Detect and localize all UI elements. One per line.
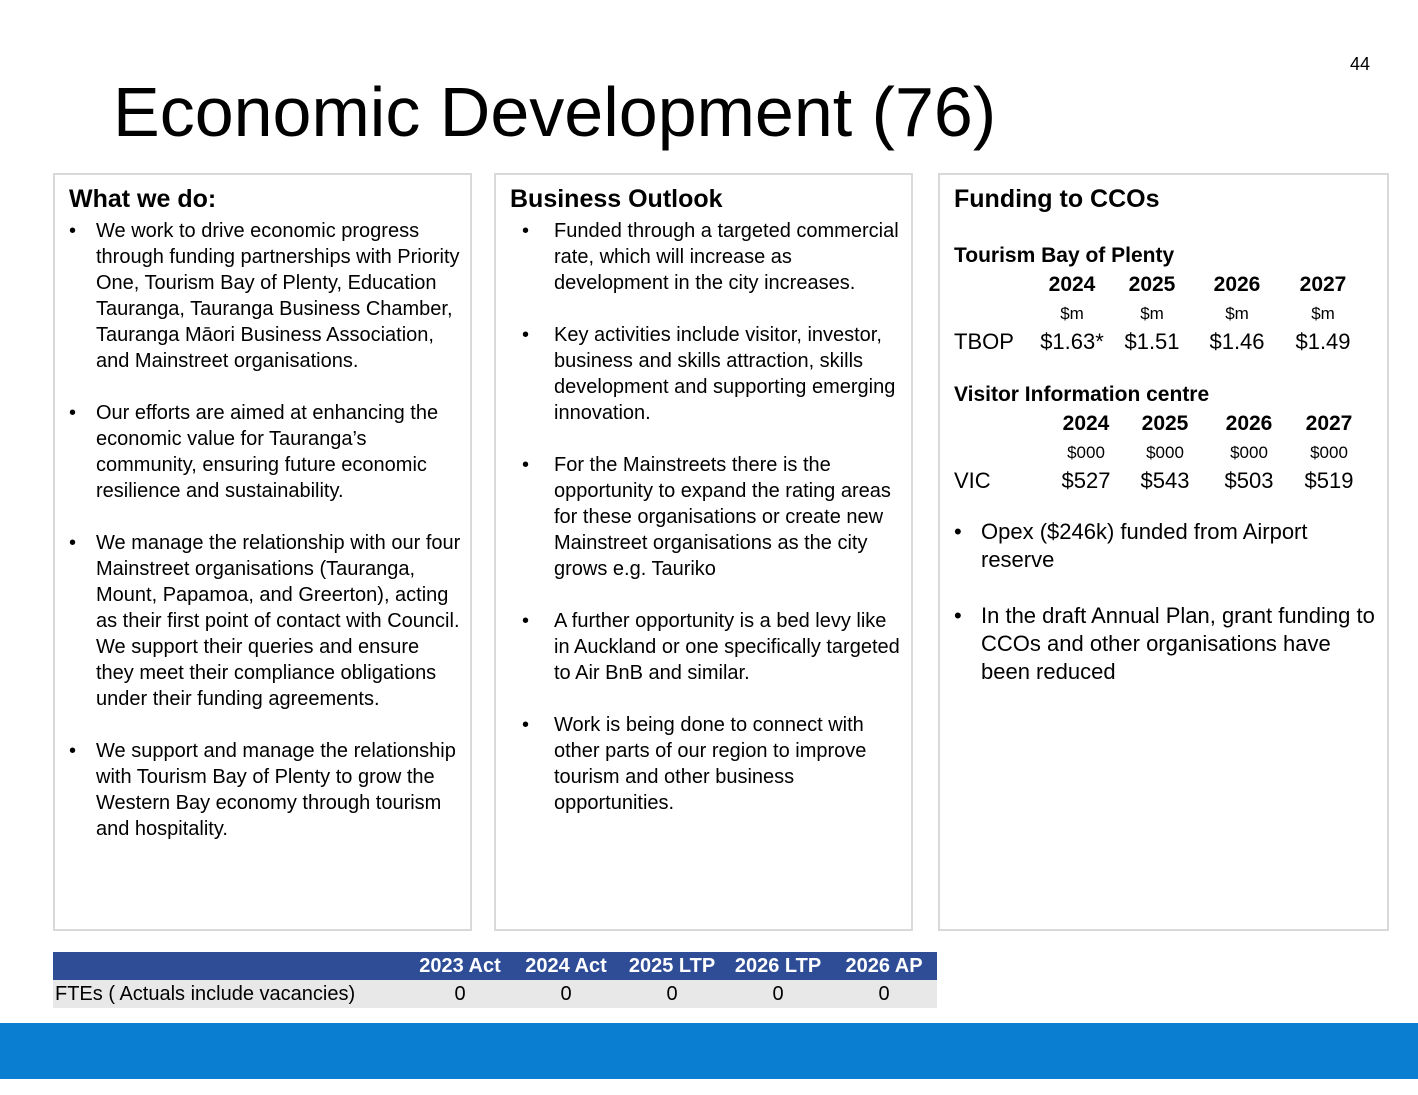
funding-panel	[938, 173, 1389, 931]
list-item: • A further opportunity is a bed levy like in Auckland or one specifically targeted to Air BnB and similar.	[522, 610, 900, 684]
table-cell: 0	[725, 980, 831, 1008]
business-outlook-panel	[494, 173, 913, 931]
unit-label: $m	[1140, 303, 1164, 323]
year-header: 2027	[1299, 273, 1347, 296]
list-item: • In the draft Annual Plan, grant funding to CCOs and other organisations have been reduced	[954, 603, 1375, 684]
bullet-icon: •	[522, 324, 530, 346]
vic-table	[954, 409, 1364, 496]
unit-label: $m	[1060, 303, 1084, 323]
table-cell: 0	[407, 980, 513, 1008]
fte-header: 2025 LTP	[619, 952, 725, 980]
business-outlook-heading: Business Outlook	[510, 185, 723, 213]
list-item: • For the Mainstreets there is the opportunity to expand the rating areas for these organisations or create new Mainstreet organisations as the city grows e.g. Tauriko	[522, 454, 891, 580]
year-header: 2024	[1062, 412, 1110, 435]
year-header: 2026	[1225, 412, 1273, 435]
unit-label: $000	[1230, 442, 1268, 462]
list-item: • We manage the relationship with our four Mainstreet organisations (Tauranga, Mount, Papamoa, and Greerton), acting as their first point of contact with Council. We support their queries and ensure they meet their compliance obligations under their funding agreements.	[69, 532, 461, 710]
table-row	[53, 980, 937, 1008]
list-item: • Our efforts are aimed at enhancing the economic value for Tauranga’s community, ensuring future economic resilience and sustainability.	[69, 402, 439, 502]
row-label: TBOP	[954, 329, 1014, 354]
bullet-icon: •	[522, 610, 530, 632]
unit-label: $m	[1225, 303, 1249, 323]
list-item: • Key activities include visitor, investor, business and skills attraction, skills development and supporting emerging innovation.	[522, 324, 896, 424]
bullet-icon: •	[522, 454, 530, 476]
bullet-icon: •	[69, 740, 77, 762]
tbop-table	[954, 270, 1364, 357]
fte-header: 2026 LTP	[725, 952, 831, 980]
row-label: VIC	[954, 468, 991, 493]
bullet-icon: •	[954, 519, 962, 544]
fte-table	[53, 952, 937, 1008]
list-item: • We support and manage the relationship with Tourism Bay of Plenty to grow the Western Bay economy through tourism and hospitality.	[69, 740, 456, 840]
list-item: • We work to drive economic progress through funding partnerships with Priority One, Tourism Bay of Plenty, Education Tauranga, Tauranga Business Chamber, Tauranga Māori Business Association, and Mainstreet organisations.	[69, 220, 460, 372]
unit-label: $000	[1146, 442, 1184, 462]
table-cell: 0	[619, 980, 725, 1008]
unit-label: $m	[1311, 303, 1335, 323]
year-header: 2024	[1048, 273, 1096, 296]
business-outlook-list	[510, 218, 903, 816]
year-header: 2025	[1141, 412, 1189, 435]
unit-label: $000	[1310, 442, 1348, 462]
fte-row-label: FTEs ( Actuals include vacancies)	[53, 980, 407, 1008]
what-we-do-heading: What we do:	[69, 185, 217, 213]
table-cell: 0	[513, 980, 619, 1008]
fte-header: 2026 AP	[831, 952, 937, 980]
bullet-icon: •	[954, 603, 962, 628]
table-cell: $527	[1061, 468, 1111, 493]
table-cell: $1.46	[1209, 329, 1265, 354]
fte-header-blank	[53, 952, 407, 980]
bullet-icon: •	[69, 220, 77, 242]
year-header: 2025	[1128, 273, 1176, 296]
fte-header: 2024 Act	[513, 952, 619, 980]
year-header: 2027	[1305, 412, 1353, 435]
tbop-heading: Tourism Bay of Plenty	[954, 244, 1175, 267]
bullet-icon: •	[69, 402, 77, 424]
table-cell: 0	[831, 980, 937, 1008]
funding-notes-list	[954, 518, 1379, 686]
page-title: Economic Development (76)	[113, 73, 997, 151]
page-number: 44	[1349, 54, 1370, 74]
what-we-do-list	[69, 218, 462, 842]
table-cell: $1.63*	[1040, 329, 1104, 354]
table-cell: $519	[1304, 468, 1354, 493]
footer-bar	[0, 1023, 1418, 1079]
list-item: • Funded through a targeted commercial rate, which will increase as development in the city increases.	[522, 220, 899, 294]
unit-label: $000	[1067, 442, 1105, 462]
table-cell: $1.51	[1124, 329, 1180, 354]
what-we-do-panel	[53, 173, 472, 931]
table-cell: $503	[1224, 468, 1274, 493]
list-item: • Opex ($246k) funded from Airport reserve	[954, 519, 1308, 572]
list-item: • Work is being done to connect with other parts of our region to improve tourism and other business opportunities.	[522, 714, 867, 814]
fte-header: 2023 Act	[407, 952, 513, 980]
bullet-icon: •	[69, 532, 77, 554]
table-cell: $1.49	[1295, 329, 1351, 354]
bullet-icon: •	[522, 714, 530, 736]
bullet-icon: •	[522, 220, 530, 242]
vic-heading: Visitor Information centre	[954, 383, 1210, 406]
table-cell: $543	[1140, 468, 1190, 493]
year-header: 2026	[1213, 273, 1261, 296]
funding-heading: Funding to CCOs	[954, 185, 1160, 213]
